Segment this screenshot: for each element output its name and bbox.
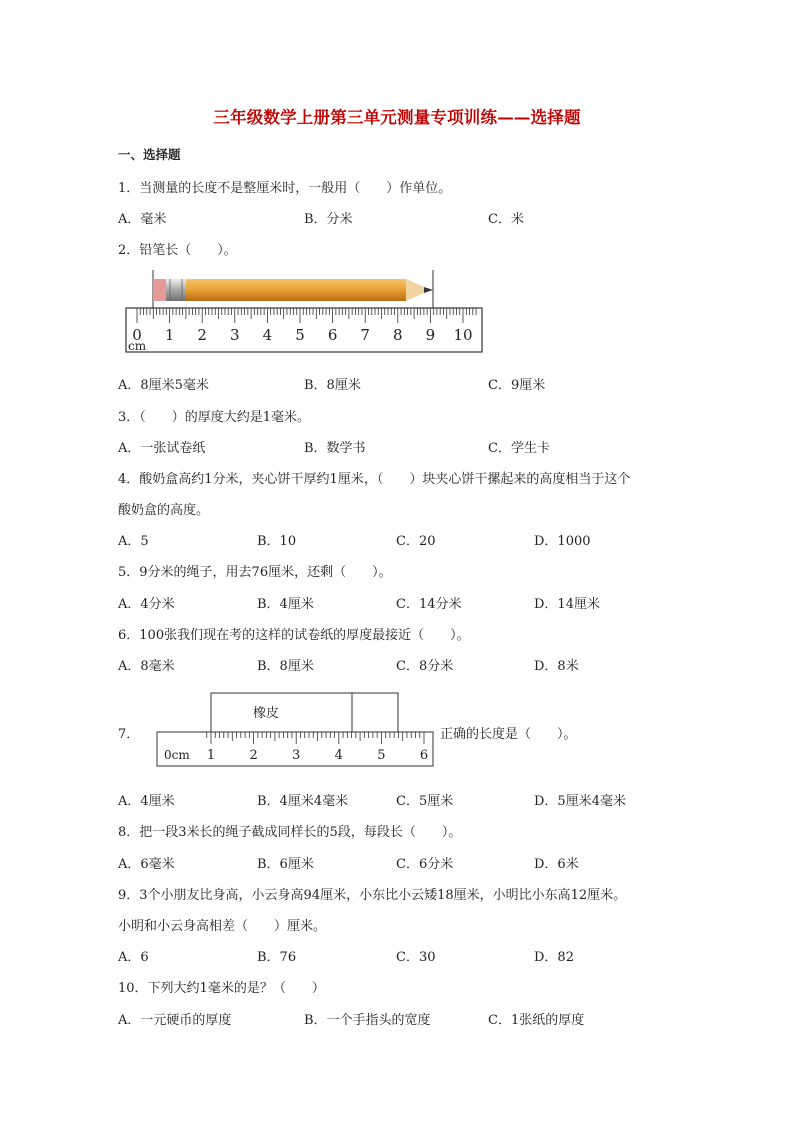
- question-5: 5．9分米的绳子，用去76厘米，还剩（ ）。: [118, 565, 392, 580]
- ruler-unit-label: cm: [128, 339, 147, 353]
- ruler-number: 7: [360, 326, 370, 344]
- q2-option-c: C．9厘米: [488, 378, 546, 393]
- ruler-zero-label: 0cm: [164, 748, 190, 762]
- q3-option-a: A．一张试卷纸: [118, 441, 206, 456]
- question-3: 3．（ ）的厚度大约是1毫米。: [118, 410, 311, 425]
- question-7-number: 7．: [118, 727, 140, 742]
- q6-option-d: D．8米: [534, 659, 579, 674]
- question-7-text: 正确的长度是（ ）。: [440, 727, 577, 742]
- eraser-shape: [211, 693, 398, 732]
- q7-option-c: C．5厘米: [396, 794, 454, 809]
- q4-option-a: A．5: [118, 534, 149, 549]
- q5-option-d: D．14厘米: [534, 597, 600, 612]
- q5-option-b: B．4厘米: [257, 597, 314, 612]
- q1-option-c: C．米: [488, 212, 524, 227]
- q4-option-d: D．1000: [534, 534, 591, 549]
- q6-option-a: A．8毫米: [118, 659, 175, 674]
- ruler-number: 2: [197, 326, 207, 344]
- q5-option-c: C．14分米: [396, 597, 462, 612]
- ruler-number: 5: [295, 326, 305, 344]
- question-4-cont: 酸奶盒的高度。: [118, 503, 210, 518]
- q8-option-d: D．6米: [534, 857, 579, 872]
- eraser-ruler-figure: [155, 690, 437, 770]
- pencil-ruler-figure: [124, 268, 486, 356]
- ruler-number: 2: [249, 748, 258, 763]
- q8-option-c: C．6分米: [396, 857, 454, 872]
- q4-option-c: C．20: [396, 534, 436, 549]
- q2-option-b: B．8厘米: [304, 378, 361, 393]
- q2-option-a: A．8厘米5毫米: [118, 378, 209, 393]
- ruler-number: 3: [292, 748, 301, 763]
- q3-option-b: B．数学书: [304, 441, 366, 456]
- q7-option-b: B．4厘米4毫米: [257, 794, 349, 809]
- q4-option-b: B．10: [257, 534, 297, 549]
- ruler-number: 0: [132, 326, 142, 344]
- ruler-number: 5: [377, 748, 386, 763]
- q1-option-a: A．毫米: [118, 212, 167, 227]
- section-heading: 一、选择题: [118, 147, 181, 162]
- ruler-number: 4: [334, 748, 343, 763]
- q8-option-a: A．6毫米: [118, 857, 175, 872]
- q3-option-c: C．学生卡: [488, 441, 550, 456]
- ruler-number: 6: [419, 748, 429, 763]
- question-10: 10．下列大约1毫米的是？（ ）: [118, 981, 325, 996]
- q10-option-a: A．一元硬币的厚度: [118, 1013, 232, 1028]
- question-1: 1．当测量的长度不是整厘米时，一般用（ ）作单位。: [118, 181, 452, 196]
- question-6: 6．100张我们现在考的这样的试卷纸的厚度最接近（ ）。: [118, 628, 470, 643]
- ruler-number: 8: [393, 326, 403, 344]
- ruler-number: 1: [206, 748, 216, 763]
- q9-option-a: A．6: [118, 950, 149, 965]
- eraser-label: 橡皮: [253, 706, 280, 721]
- ruler-number: 1: [164, 326, 175, 344]
- q7-option-a: A．4厘米: [118, 794, 175, 809]
- q9-option-d: D．82: [534, 950, 574, 965]
- question-8: 8．把一段3米长的绳子截成同样长的5段，每段长（ ）。: [118, 825, 462, 840]
- q9-option-c: C．30: [396, 950, 436, 965]
- q9-option-b: B．76: [257, 950, 297, 965]
- pencil-image: [153, 279, 433, 301]
- ruler-number: 4: [262, 326, 273, 344]
- question-2: 2．铅笔长（ ）。: [118, 243, 237, 258]
- ruler-number: 10: [453, 326, 473, 344]
- q6-option-c: C．8分米: [396, 659, 454, 674]
- ruler-number: 9: [425, 326, 436, 344]
- question-9: 9．3个小朋友比身高，小云身高94厘米，小东比小云矮18厘米，小明比小东高12厘米。: [118, 888, 627, 903]
- q10-option-b: B．一个手指头的宽度: [304, 1013, 431, 1028]
- q1-option-b: B．分米: [304, 212, 353, 227]
- ruler-number: 3: [230, 326, 240, 344]
- page-title: 三年级数学上册第三单元测量专项训练——选择题: [213, 108, 581, 127]
- question-4: 4．酸奶盒高约1分米，夹心饼干厚约1厘米，（ ）块夹心饼干摞起来的高度相当于这个: [118, 472, 631, 487]
- q7-option-d: D．5厘米4毫米: [534, 794, 626, 809]
- question-9-cont: 小明和小云身高相差（ ）厘米。: [118, 919, 327, 934]
- q10-option-c: C．1张纸的厚度: [488, 1013, 585, 1028]
- q5-option-a: A．4分米: [118, 597, 175, 612]
- ruler-number: 6: [327, 326, 338, 344]
- q8-option-b: B．6厘米: [257, 857, 314, 872]
- q6-option-b: B．8厘米: [257, 659, 314, 674]
